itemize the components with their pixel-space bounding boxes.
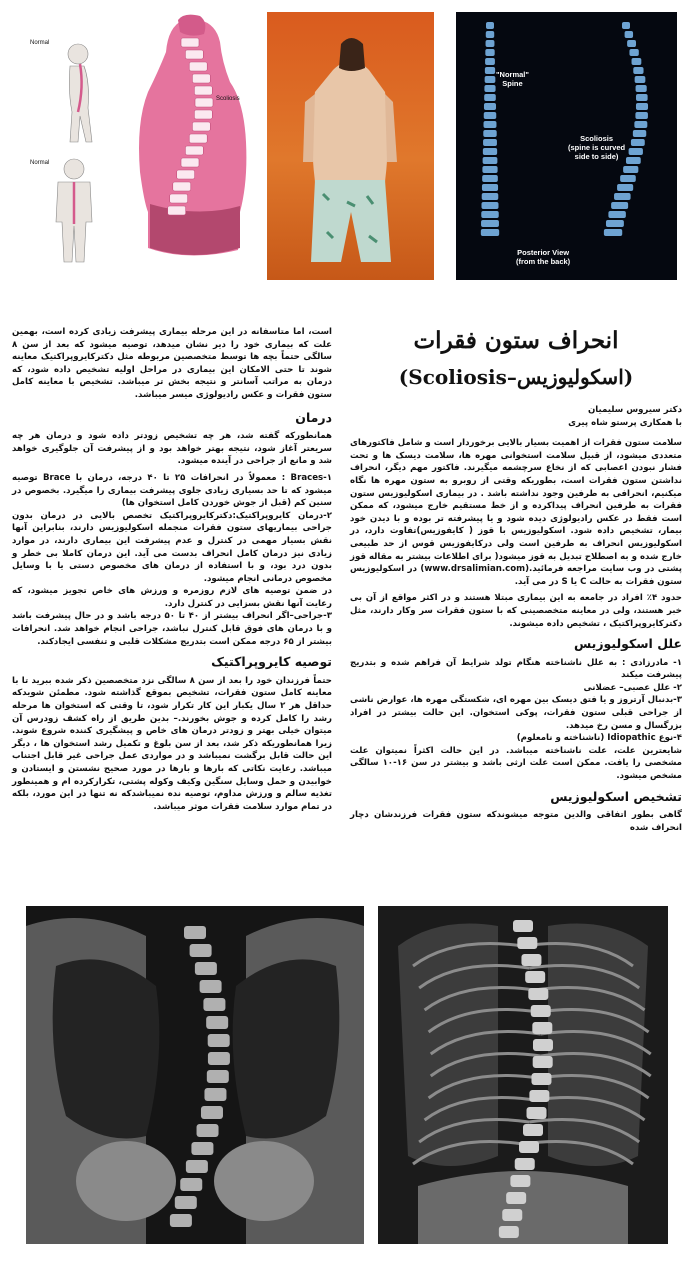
treatment-intro: همانطورکه گفته شد، هر چه تشخیص زودتر داده شود و درمان هر چه سریعتر آغاز شود، نتیجه بهتر خواهد بود و از پیشرفت آن جلوگیری خواهد شد و مانع از جراحی در آینده میشود. [12,431,332,467]
continuation-paragraph: است، اما متاسفانه در این مرحله بیماری پیشرفت زیادی کرده است، بهمین علت که بیماری خود را دیر نشان میدهد، توصیه میشود که بعد از سن ۸ سالگی حتماً بچه ها توسط متخصصین مربوطه مثل دکترکایروپراکتیک معاینه شوند تا حتی الامکان این بیماری در مراحل اولیه تشخیص داده شود، که درمان به مراتب آسانتر و نتیجه بخش تر میباشد. تشخیص با معاینه کامل ستون فقرات و عکس رادیولوژی میسر میباشد. [12,327,332,400]
xray-spine-comparison [456,12,677,280]
child-back-photo [267,12,434,280]
normal-label-bottom: Normal [30,160,50,166]
child-photo-svg [267,12,434,280]
cause-item-5: شایعترین علت، علت ناشناخته میباشد. در این حالت اکثراً نمیتوان علت مشخصی را یافت. ممکن است علت ارثی باشد و بیشتر در سن ۱۶-۱۰ سالگی مشخص میشود. [350,745,683,782]
author-name: دکتر سیروس سلیمیان [587,405,682,415]
treatment-item-4: ۳-جراحی–اگر انحراف بیشتر از ۴۰ تا ۵۰ درجه باشد و در حال پیشرفت باشد و با درمان های فوق قابل کنترل نباشد، جراحی انجام خواهد شد. انحرافات بیشتر از ۶۵ درجه ممکن است بتدریج مشکلات قلبی و تنفسی ایجادکند. [12,611,332,647]
illustration-svg [8,12,262,280]
recommendation-paragraph: حتماً فرزندان خود را بعد از سن ۸ سالگی نزد متخصصین ذکر شده ببرید تا با معاینه کامل ستون فقرات، تشخیص بموقع گذاشته شود. مطمئن شویدکه حداقل هر ۲ سال یکبار این کار تکرار شود، تا وقتی که استخوان ها مرحله رشد را کامل کرده و جوش بخورند.– بدین طریق از راه کشف زودرس آن میتوان خیلی بهتر و زودتر درمان های خاص و پیشگیری کننده شروع شوند. زیرا همانطوریکه ذکر شد، بعد از سن بلوغ و تکمیل رشد استخوان ها ، دیگر این حالت قابل برگشت نمیباشد و در مواردی عمل جراحی غیر قابل اجتناب میباشد. رعایت نکاتی که بارها و بارها در مورد صحیح نشستن و ایستادن و خوابیدن و حمل وسایل سنگین وکیف وکوله پشتی، تکرارکرده ام و همینطور تغذیه سالم و ورزش مداوم، توصیه نده نمیباشدکه نه تنها در این مورد، بلکه در تمام موارد سلامت فقرات موثر میباشد. [12,675,332,812]
article-title [350,326,682,392]
diagnosis-paragraph: گاهی بطور اتفاقی والدین متوجه میشوندکه ستون فقرات فرزندشان دچار انحراف شده [350,810,682,833]
normal-spine-xray [481,22,499,236]
recommendation-heading: توصیه کایروپراکتیک [211,654,332,670]
treatment-heading: درمان [295,409,332,425]
spine-xray-svg [378,906,668,1244]
diagnosis-heading: تشخیص اسکولیوزیس [550,788,682,804]
intro-paragraph: سلامت ستون فقرات از اهمیت بسیار بالایی برخوردار است و شامل فاکتورهای متعددی میشود، از قبیل سلامت استخوانی مهره ها، سلامت دیسک ها و تحت فشار نبودن اعصابی که از نخاع سرچشمه میگیرند. فاکتور مهم دیگر، انحراف نداشتن ستون فقرات است، بطوریکه وقتی از روبرو به ستون مهره ها نگاه میکنیم، انحرافی به طرفین وجود نداشته باشد . در بیماری اسکولیوزیس ستون فقرات به طرفین انحراف پیداکرده و از خط مستقیم خارج میشود، که ممکن است فقط در عکس رادیولوژی دیده شود و یا پیشرفته تر بوده و با دیدن خود بیمار، تشخیص داده شود. اسکولیوزیس با قوز ( کایفوزیس)تفاوت دارد، در اسکولیوزیس انحراف به طرفین است ولی درکایفوزیس قوس از حد طبیعی خارج شده و به اصطلاح تبدیل به قوز میشود( برای اطلاعات بیشتر به مقاله قوز پشتی در وب سایت مراجعه فرمائید.(www.drsalimian.com) در اسکولیوزیس ستون فقرات به حالت C یا S در می آید. [350,438,682,587]
cause-item-1: ۱- مادرزادی : به علل ناشناخته هنگام تولد شرایط آن فراهم شده و بتدریج پیشرفت میکند [350,657,682,681]
scoliosis-label: Scoliosis [216,96,240,102]
posterior-view-caption: Posterior View (from the back) [516,248,571,266]
prevalence-paragraph: حدود ۴٪ افراد در جامعه به این بیماری مبتلا هستند و در اکثر مواقع از آن بی خبر هستند، ولی در معاینه متخصصینی که با ستون فقرات سر وکار دارند، مثل دکترکایروپراکتیک ، تشخیص داده میشوند. [350,593,682,629]
scoliosis-spine-xray [604,22,648,236]
title-line-1: انحراف ستون فقرات [413,327,619,354]
scoliosis-illustration [8,12,262,280]
mri-svg [26,906,364,1244]
scoliosis-caption: Scoliosis (spine is curved side to side) [568,134,626,161]
normal-label-top: Normal [30,40,50,46]
cause-item-4: ۴-نوع Idiopathic (ناشناخته و نامعلوم) [516,733,682,744]
causes-heading: علل اسکولیوزیس [573,636,682,652]
mri-scan-image [26,906,364,1244]
normal-spine-caption: "Normal" Spine [496,70,529,88]
coauthor-name: با همکاری پرستو شاه پیری [568,417,682,428]
treatment-item-1: ۱-Braces : معمولاً در انحرافات ۲۵ تا ۴۰ درجه، درمان با Brace توصیه میشود که تا حد بسیاری زیادی جلوی پیشرفت بیماری را میگیرد. بخصوص در سنین کم (قبل از جوش خوردن کامل استخوان ها) [12,472,332,509]
treatment-item-2: ۲-درمان کایروپراکتیک:دکترکایروپراکتیک تخصص بالایی در درمان بدون جراحی بیماریهای ستون فقرات منجمله اسکولیوزیس دارند، بنابراین آنها نقش بسیار مهمی در کنترل و عدم پیشرفت این بیماری دارند، در موارد زیادی نیز درمان کامل انحراف بدست می آید. این درمان کاملا بی خطر و بدون درد بود، و با استفاده از درمان های مخصوص دستی یا با وسایل مخصوص درمانی انجام میشود. [12,510,332,584]
title-line-2: (اسکولیوزیس–Scoliosis) [398,365,634,389]
spine-xray-image [378,906,668,1244]
xray-svg [456,12,677,280]
cause-item-3: ۳-بدنبال آرتروز و یا فتق دیسک بین مهره ای، شکستگی مهره ها، عوارض ناشی از جراحی قبلی ستون فقرات، پوکی استخوان. این حالت بیشتر در افراد بزرگسال و مسن رخ میدهد. [350,695,682,731]
cause-item-2: ۲- علل عصبی– عضلانی [583,682,682,693]
treatment-item-3: در ضمن توصیه های لازم روزمره و ورزش های خاص تجویز میشود، که رعایت آنها نقش بسزایی در کنترل دارد. [12,586,332,609]
